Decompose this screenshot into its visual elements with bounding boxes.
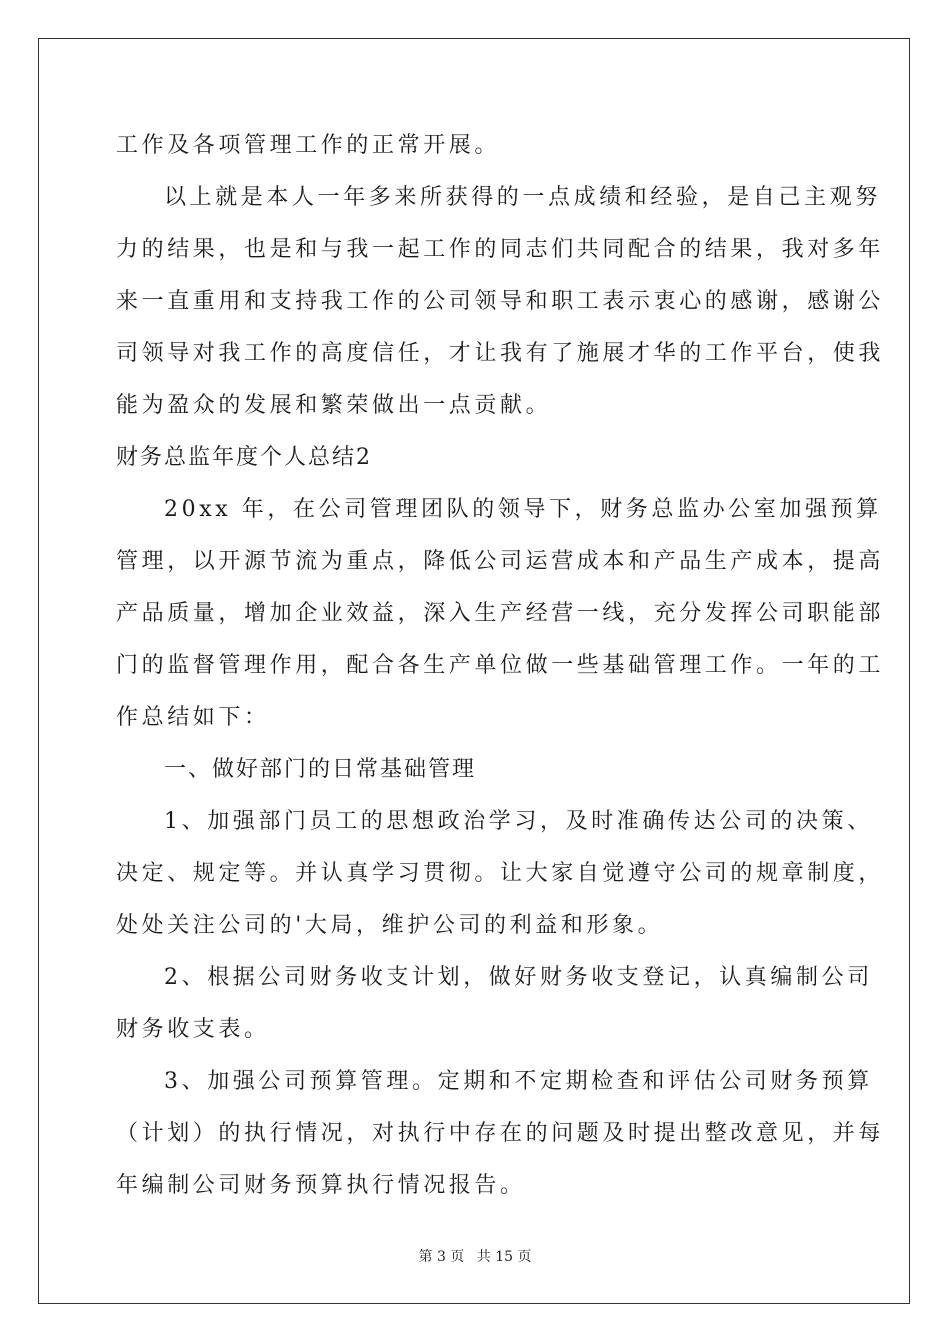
paragraph-line: 司领导对我工作的高度信任，才让我有了施展才华的工作平台，使我 <box>116 341 885 366</box>
paragraph-line: 能为盈众的发展和繁荣做出一点贡献。 <box>116 393 552 418</box>
current-page-number: 第 3 页 <box>418 1249 465 1265</box>
paragraph-line: 以上就是本人一年多来所获得的一点成绩和经验，是自己主观努 <box>164 185 881 210</box>
paragraph-line: 力的结果，也是和与我一起工作的同志们共同配合的结果，我对多年 <box>116 237 885 262</box>
document-body <box>116 120 885 1212</box>
paragraph-line: 产品质量，增加企业效益，深入生产经营一线，充分发挥公司职能部 <box>116 601 885 626</box>
paragraph-line: 3、加强公司预算管理。定期和不定期检查和评估公司财务预算 <box>164 1069 873 1094</box>
paragraph-line: 财务收支表。 <box>116 1017 270 1042</box>
paragraph-line: 处处关注公司的'大局，维护公司的利益和形象。 <box>116 913 664 938</box>
paragraph-line: 来一直重用和支持我工作的公司领导和职工表示衷心的感谢，感谢公 <box>116 289 885 314</box>
total-page-count: 共 15 页 <box>476 1249 532 1265</box>
paragraph-line: 年编制公司财务预算执行情况报告。 <box>116 1173 526 1198</box>
page-footer <box>0 1246 950 1266</box>
paragraph-line: 作总结如下： <box>116 705 270 730</box>
paragraph-line: （计划）的执行情况，对执行中存在的问题及时提出整改意见，并每 <box>116 1121 885 1146</box>
paragraph-line: 决定、规定等。并认真学习贯彻。让大家自觉遵守公司的规章制度， <box>116 861 885 886</box>
paragraph-line: 工作及各项管理工作的正常开展。 <box>116 133 501 158</box>
paragraph-line: 门的监督管理作用，配合各生产单位做一些基础管理工作。一年的工 <box>116 653 885 678</box>
paragraph-line: 20xx 年，在公司管理团队的领导下，财务总监办公室加强预算 <box>164 497 882 522</box>
paragraph-line: 1、加强部门员工的思想政治学习，及时准确传达公司的决策、 <box>164 809 873 834</box>
subsection-title: 一、做好部门的日常基础管理 <box>164 757 477 782</box>
paragraph-line: 管理，以开源节流为重点，降低公司运营成本和产品生产成本，提高 <box>116 549 885 574</box>
paragraph-line: 2、根据公司财务收支计划，做好财务收支登记，认真编制公司 <box>164 965 873 990</box>
section-title: 财务总监年度个人总结2 <box>116 445 372 470</box>
